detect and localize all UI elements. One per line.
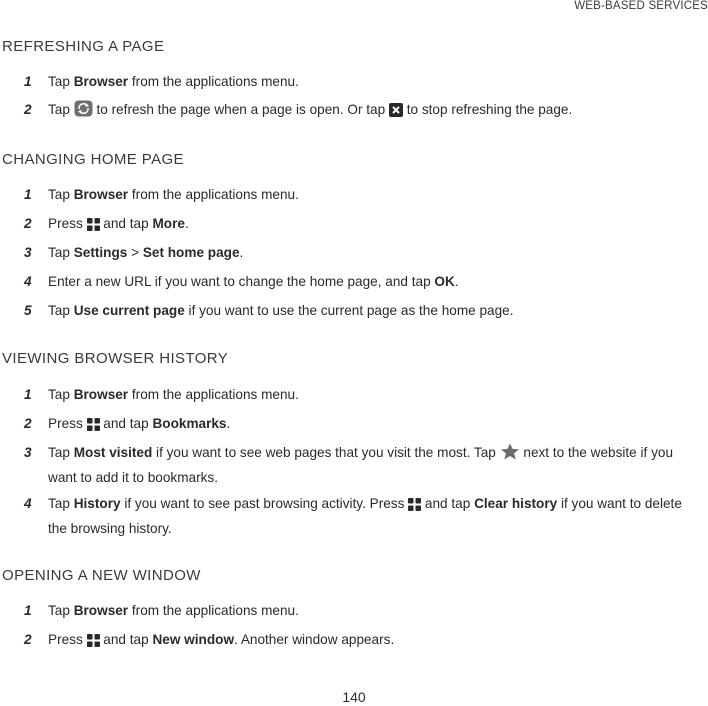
step-number: 1 <box>24 187 32 202</box>
step-number: 4 <box>24 274 32 289</box>
ui-term: Set home page <box>142 245 240 260</box>
step-text: Tap Browser from the applications menu. <box>48 387 299 402</box>
running-header: WEB-BASED SERVICES <box>574 0 708 12</box>
step-text: Tap Browser from the applications menu. <box>48 74 299 89</box>
step-text: Enter a new URL if you want to change the home page, and tap OK. <box>48 274 459 289</box>
step-number: 2 <box>24 102 32 117</box>
step-number: 4 <box>24 496 32 511</box>
ui-term: Most visited <box>73 445 153 460</box>
step-text: Press and tap More. <box>48 213 704 238</box>
step-number: 3 <box>24 445 32 460</box>
ui-term: Settings <box>73 245 128 260</box>
step-text: Tap Use current page if you want to use the current page as the home page. <box>48 303 514 318</box>
section-title-refreshing: REFRESHING A PAGE <box>2 38 165 55</box>
ui-term: Browser <box>73 603 129 618</box>
page-number: 140 <box>342 689 366 705</box>
step-text: Tap Browser from the applications menu. <box>48 187 299 202</box>
step-text: Tap Browser from the applications menu. <box>48 603 299 618</box>
ui-term: OK <box>434 274 455 289</box>
ui-term: Clear history <box>474 496 558 511</box>
step-number: 5 <box>24 303 32 318</box>
step-text: Tap History if you want to see past browsing activity. Press and tap Clear history if you want to delete the browsing history. <box>48 496 682 536</box>
menu-key-icon <box>408 496 421 518</box>
stop-icon <box>389 102 403 124</box>
ui-term: New window <box>152 632 235 647</box>
step-text: Tap Most visited if you want to see web pages that you visit the most. Tap next to the website if you want to add it to bookmarks. <box>48 445 674 485</box>
refresh-icon <box>74 100 93 124</box>
step-number: 1 <box>24 74 32 89</box>
step-number: 2 <box>24 216 32 231</box>
menu-key-icon <box>87 416 100 438</box>
ui-term: Browser <box>73 74 129 89</box>
section-title-history: VIEWING BROWSER HISTORY <box>2 350 229 367</box>
ui-term: Use current page <box>73 303 185 318</box>
menu-key-icon <box>87 216 100 238</box>
step-number: 2 <box>24 632 32 647</box>
step-text: Tap to refresh the page when a page is open. Or tap to stop refreshing the page. <box>48 99 704 124</box>
ui-term: Browser <box>73 387 129 402</box>
section-title-changing-home: CHANGING HOME PAGE <box>2 151 184 168</box>
ui-term: Browser <box>73 187 129 202</box>
step-text: Press and tap New window. Another window appears. <box>48 629 704 654</box>
ui-term: Bookmarks <box>152 416 227 431</box>
menu-key-icon <box>87 632 100 654</box>
step-text: Press and tap Bookmarks. <box>48 413 704 438</box>
step-text: Tap Settings > Set home page. <box>48 245 244 260</box>
step-number: 2 <box>24 416 32 431</box>
ui-term: History <box>73 496 121 511</box>
ui-term: More <box>152 216 185 231</box>
step-number: 1 <box>24 387 32 402</box>
step-number: 3 <box>24 245 32 260</box>
section-title-new-window: OPENING A NEW WINDOW <box>2 567 201 584</box>
step-number: 1 <box>24 603 32 618</box>
star-icon <box>500 443 520 467</box>
